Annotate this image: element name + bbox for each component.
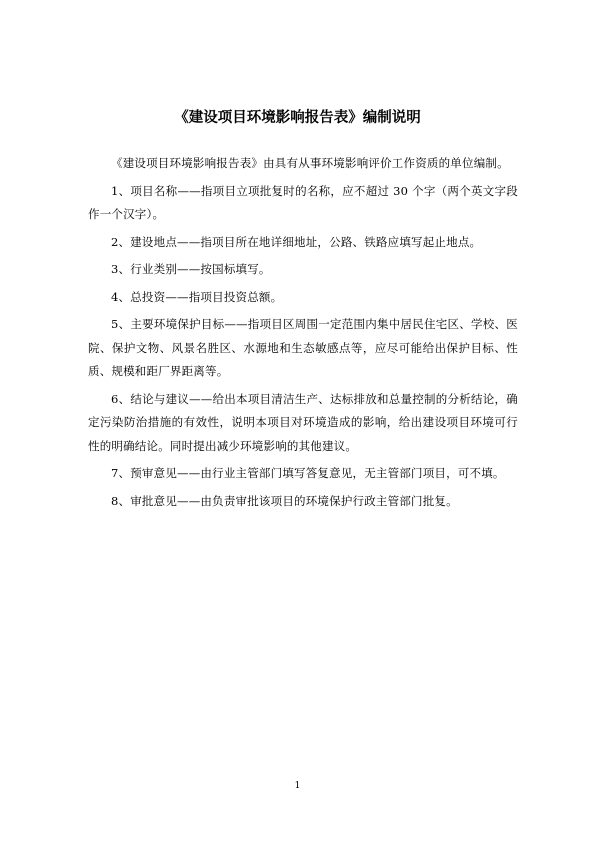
item-project-name: 1、项目名称——指项目立项批复时的名称，应不超过 30 个字（两个英文字段作一个汉字）。 <box>88 183 518 221</box>
item-protection-targets: 5、主要环境保护目标——指项目区周围一定范围内集中居民住宅区、学校、医院、保护文物、风景名胜区、水源地和生态敏感点等，应尽可能给出保护目标、性质、规模和距厂界距离等。 <box>88 317 518 378</box>
intro-paragraph: 《建设项目环境影响报告表》由具有从事环境影响评价工作资质的单位编制。 <box>111 156 509 170</box>
item-approval-opinion: 8、审批意见——由负责审批该项目的环境保护行政主管部门批复。 <box>111 493 458 508</box>
item-total-investment: 4、总投资——指项目投资总额。 <box>111 289 283 304</box>
item-construction-site: 2、建设地点——指项目所在地详细地址，公路、铁路应填写起止地点。 <box>111 234 482 249</box>
item-industry-category: 3、行业类别——按国标填写。 <box>111 262 271 276</box>
page-number: 1 <box>294 781 301 791</box>
document-body <box>88 152 518 517</box>
item-conclusion-suggestions: 6、结论与建议——给出本项目清洁生产、达标排放和总量控制的分析结论，确定污染防治措施的有效性，说明本项目对环境造成的影响，给出建设项目环境可行性的明确结论。同时提出减少环境影响的其他建议。 <box>88 391 518 453</box>
item-preliminary-review: 7、预审意见——由行业主管部门填写答复意见，无主管部门项目，可不填。 <box>111 466 505 480</box>
page-title: 《建设项目环境影响报告表》编制说明 <box>174 110 421 126</box>
